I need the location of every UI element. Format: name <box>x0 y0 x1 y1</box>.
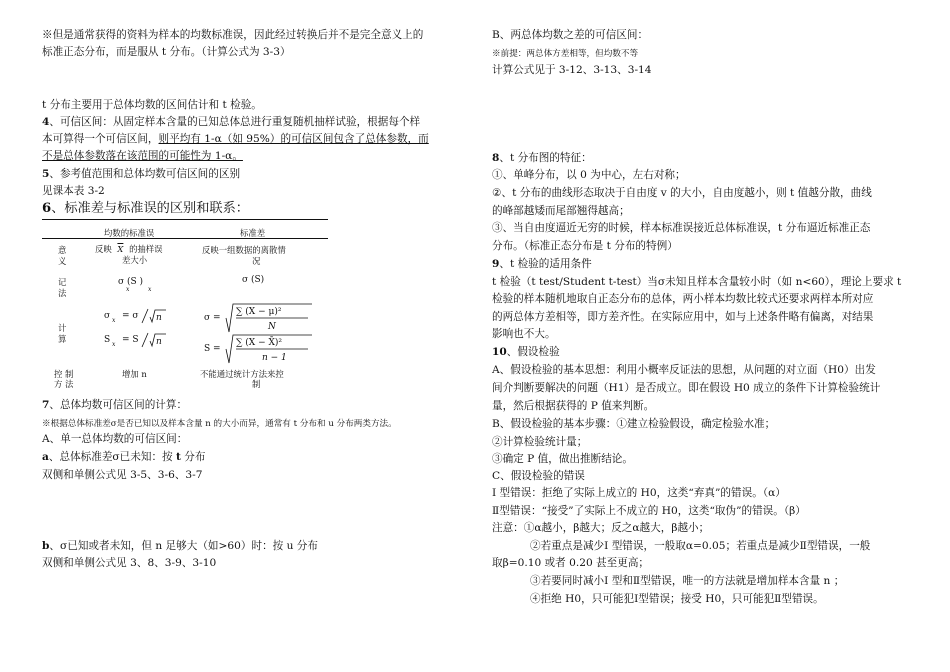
sigma-se-n: n <box>156 313 162 323</box>
section-8-point-1: ①、单峰分布，以 0 为中心，左右对称； <box>492 169 686 181</box>
sigma-se-equals: = σ <box>122 311 139 321</box>
section-4-number: 4 <box>42 116 50 128</box>
section-7-heading <box>42 399 187 412</box>
formula-sigma-standard-error <box>104 307 184 327</box>
section-9-line-1: t 检验（t test/Student t-test）当σ未知且样本含量较小时（如 n<60），理论上要求 t <box>492 276 902 288</box>
section-7-item-b-formulas: 双侧和单侧公式见 3、8、3-9、3-10 <box>42 557 217 569</box>
section-9-heading <box>492 258 592 271</box>
formula-s-sample <box>204 333 314 367</box>
sigma-se-slash <box>142 309 148 323</box>
section-7-item-a <box>42 451 205 464</box>
section-4-line-2 <box>42 133 429 146</box>
row-calc-label-2: 算 <box>58 334 67 344</box>
section-10-c-note-1: 注意：①α越小，β越大；反之α越大，β越小； <box>492 522 710 534</box>
table-header-rule <box>42 238 328 239</box>
table-header-standard-error: 均数的标准误 <box>104 228 155 238</box>
subsection-b-heading: B、两总体均数之差的可信区间： <box>492 29 649 41</box>
table-header-standard-deviation: 标准差 <box>240 228 266 238</box>
section-10-a-line-3: 量，然后根据获得的 P 值来判断。 <box>492 400 655 412</box>
section-10-a-line-2: 间介判断要解决的问题（H1）是否成立。即在假设 H0 成立的条件下计算检验统计 <box>492 382 881 394</box>
section-8-point-2a: ②、t 分布的曲线形态取决于自由度 v 的大小，自由度越小，则 t 值越分散，曲线 <box>492 187 872 199</box>
sigma-se-lhs-subscript: x <box>112 317 116 324</box>
section-10-c-type-1: Ⅰ 型错误：拒绝了实际上成立的 H0，这类“弃真”的错误。（α） <box>492 487 786 499</box>
row-notation-sd: σ (S) <box>242 275 265 285</box>
sigma-se-lhs: σ <box>104 311 111 321</box>
section-10-text: 、假设检验 <box>506 346 560 358</box>
section-7-note: ※根据总体标准差σ是否已知以及样本含量 n 的大小而异，通常有 t 分布和 u 分布两类方法。 <box>42 419 397 429</box>
s-sample-denominator: n − 1 <box>262 353 287 363</box>
s-se-lhs-subscript: x <box>112 341 116 348</box>
section-6-number: 6 <box>42 201 52 216</box>
section-7-text: 、总体均数可信区间的计算： <box>49 399 188 411</box>
row-meaning-se-text <box>95 244 163 254</box>
row-notation-se-subscript: x <box>126 286 130 293</box>
formula-sigma-population <box>204 302 314 336</box>
item-a-letter: a <box>42 451 49 463</box>
item-a-end: 分布 <box>180 451 206 463</box>
section-10-b-steps: B、假设检验的基本步骤：①建立检验假设，确定检验水准； <box>492 418 776 430</box>
formula-s-standard-error <box>104 331 184 351</box>
s-se-slash <box>142 333 148 347</box>
row-control-label-2: 方 法 <box>54 379 74 389</box>
section-8-number: 8 <box>492 152 500 164</box>
item-a-t: t <box>176 451 181 463</box>
section-10-number: 10 <box>492 346 507 358</box>
row-control-sd-b: 制 <box>252 379 261 389</box>
section-4-line-1 <box>42 116 420 129</box>
row-meaning-se-text-c: 差大小 <box>122 255 148 265</box>
section-10-heading <box>492 346 560 359</box>
section-8-point-2b: 的峰部越矮而尾部翘得越高； <box>492 205 630 217</box>
paragraph-t-usage: t 分布主要用于总体均数的区间估计和 t 检验。 <box>42 99 262 111</box>
row-meaning-se-text-b: 的抽样误 <box>129 244 163 254</box>
section-4-line-3 <box>42 150 243 163</box>
section-8-text: 、t 分布图的特征： <box>499 152 592 164</box>
section-10-c-note-2b: 取β=0.10 或者 0.20 甚至更高； <box>492 557 650 569</box>
subsection-b-note: ※前提：两总体方差相等，但均数不等 <box>492 49 639 59</box>
section-7-item-b <box>42 540 318 553</box>
row-meaning-label-2: 义 <box>58 256 67 266</box>
s-se-n: n <box>156 337 162 347</box>
section-9-text: 、t 检验的适用条件 <box>499 258 592 270</box>
section-10-c-note-4: ④拒绝 H0，只可能犯Ⅰ型错误；接受 H0，只可能犯Ⅱ型错误。 <box>530 593 824 605</box>
section-10-c-note-2: ②若重点是减少Ⅰ 型错误，一般取α=0.05；若重点是减少Ⅱ型错误，一般 <box>530 540 871 552</box>
section-8-heading <box>492 152 592 165</box>
section-7-number: 7 <box>42 399 50 411</box>
section-10-b-step-3: ③确定 P 值，做出推断结论。 <box>492 453 633 465</box>
s-sample-numerator: ∑ (X − X̄)² <box>236 338 282 348</box>
sigma-pop-numerator: ∑ (X − μ)² <box>236 307 282 317</box>
item-b-text: 、σ已知或者未知，但 n 足够大（如>60）时：按 u 分布 <box>49 540 318 552</box>
sigma-pop-denominator: N <box>268 322 276 332</box>
row-control-se: 增加 n <box>122 369 147 379</box>
row-notation-se: σ (S ) <box>118 277 144 287</box>
section-5-text: 、参考值范围和总体均数可信区间的区别 <box>49 168 241 180</box>
row-meaning-sd-text-b: 况 <box>252 256 261 266</box>
row-calc-label-1: 计 <box>58 323 67 333</box>
section-9-number: 9 <box>492 258 500 270</box>
s-sample-lhs: S = <box>204 344 221 354</box>
section-4-text-1: 、可信区间：从固定样本含量的已知总体总进行重复随机抽样试验，根据每个样 <box>49 116 421 128</box>
section-4-text-2: 本可算得一个可信区间， <box>42 133 159 145</box>
section-10-b-step-2: ②计算检验统计量； <box>492 436 588 448</box>
row-meaning-label-1: 意 <box>58 245 67 255</box>
row-control-label-1: 控 制 <box>54 369 74 379</box>
section-9-line-3: 的两总体方差相等，即方差齐性。在实际应用中，如与上述条件略有偏离，对结果 <box>492 311 874 323</box>
section-10-c-type-2: Ⅱ型错误：“接受”了实际上不成立的 H0，这类“取伪”的错误。（β） <box>492 505 806 517</box>
row-meaning-sd-text-a: 反映一组数据的离散情 <box>202 245 286 255</box>
row-notation-se-subscript-2: x <box>148 286 152 293</box>
row-meaning-se-text-a: 反映 <box>95 244 112 254</box>
section-6-heading <box>42 201 249 216</box>
sample-mean-symbol: $\overline{X}$ <box>117 244 124 254</box>
table-top-rule <box>42 219 328 220</box>
sigma-pop-lhs: σ = <box>204 313 221 323</box>
s-se-lhs: S <box>104 335 111 345</box>
row-notation-label-2: 法 <box>58 288 67 298</box>
section-10-c-note-3: ③若要同时减小Ⅰ 型和Ⅱ型错误，唯一的方法就是增加样本含量 n ； <box>530 575 845 587</box>
paragraph-t-distribution-note-1: ※但是通常获得的资料为样本的均数标准误，因此经过转换后并不是完全意义上的 <box>42 29 424 41</box>
paragraph-t-distribution-note-2: 标准正态分布，而是服从 t 分布。（计算公式为 3-3） <box>42 46 291 58</box>
section-5-reference: 见课本表 3-2 <box>42 185 105 197</box>
comparison-table <box>42 219 328 389</box>
section-10-c-heading: C、假设检验的错误 <box>492 470 585 482</box>
item-b-letter: b <box>42 540 50 552</box>
s-se-equals: = S <box>122 335 139 345</box>
subsection-b-formulas: 计算公式见于 3-12、3-13、3-14 <box>492 64 652 76</box>
section-8-point-3a: ③、当自由度逼近无穷的时候，样本标准误接近总体标准误，t 分布逼近标准正态 <box>492 222 871 234</box>
section-5-number: 5 <box>42 168 50 180</box>
item-a-text: 、总体标准差σ已未知：按 <box>48 451 177 463</box>
section-4-underlined-1: 则平均有 1-α（如 95%）的可信区间包含了总体参数，而 <box>158 133 429 145</box>
section-4-underlined-2: 不是总体参数落在该范围的可能性为 1-α。 <box>42 150 243 162</box>
section-10-a-line-1: A、假设检验的基本思想：利用小概率反证法的思想，从问题的对立面（H0）出发 <box>492 364 876 376</box>
section-5-heading <box>42 168 240 181</box>
row-notation-label-1: 记 <box>58 277 67 287</box>
section-6-text: 、标准差与标准误的区别和联系： <box>51 201 249 216</box>
row-control-sd-a: 不能通过统计方法来控 <box>200 369 284 379</box>
section-7-subheading-a: A、单一总体均数的可信区间： <box>42 433 188 445</box>
section-7-item-a-formulas: 双侧和单侧公式见 3-5、3-6、3-7 <box>42 469 203 481</box>
section-9-line-2: 检验的样本随机地取自正态分布的总体，两小样本均数比较式还要求两样本所对应 <box>492 293 874 305</box>
section-9-line-4: 影响也不大。 <box>492 328 556 340</box>
section-8-point-3b: 分布。（标准正态分布是 t 分布的特例） <box>492 240 678 252</box>
